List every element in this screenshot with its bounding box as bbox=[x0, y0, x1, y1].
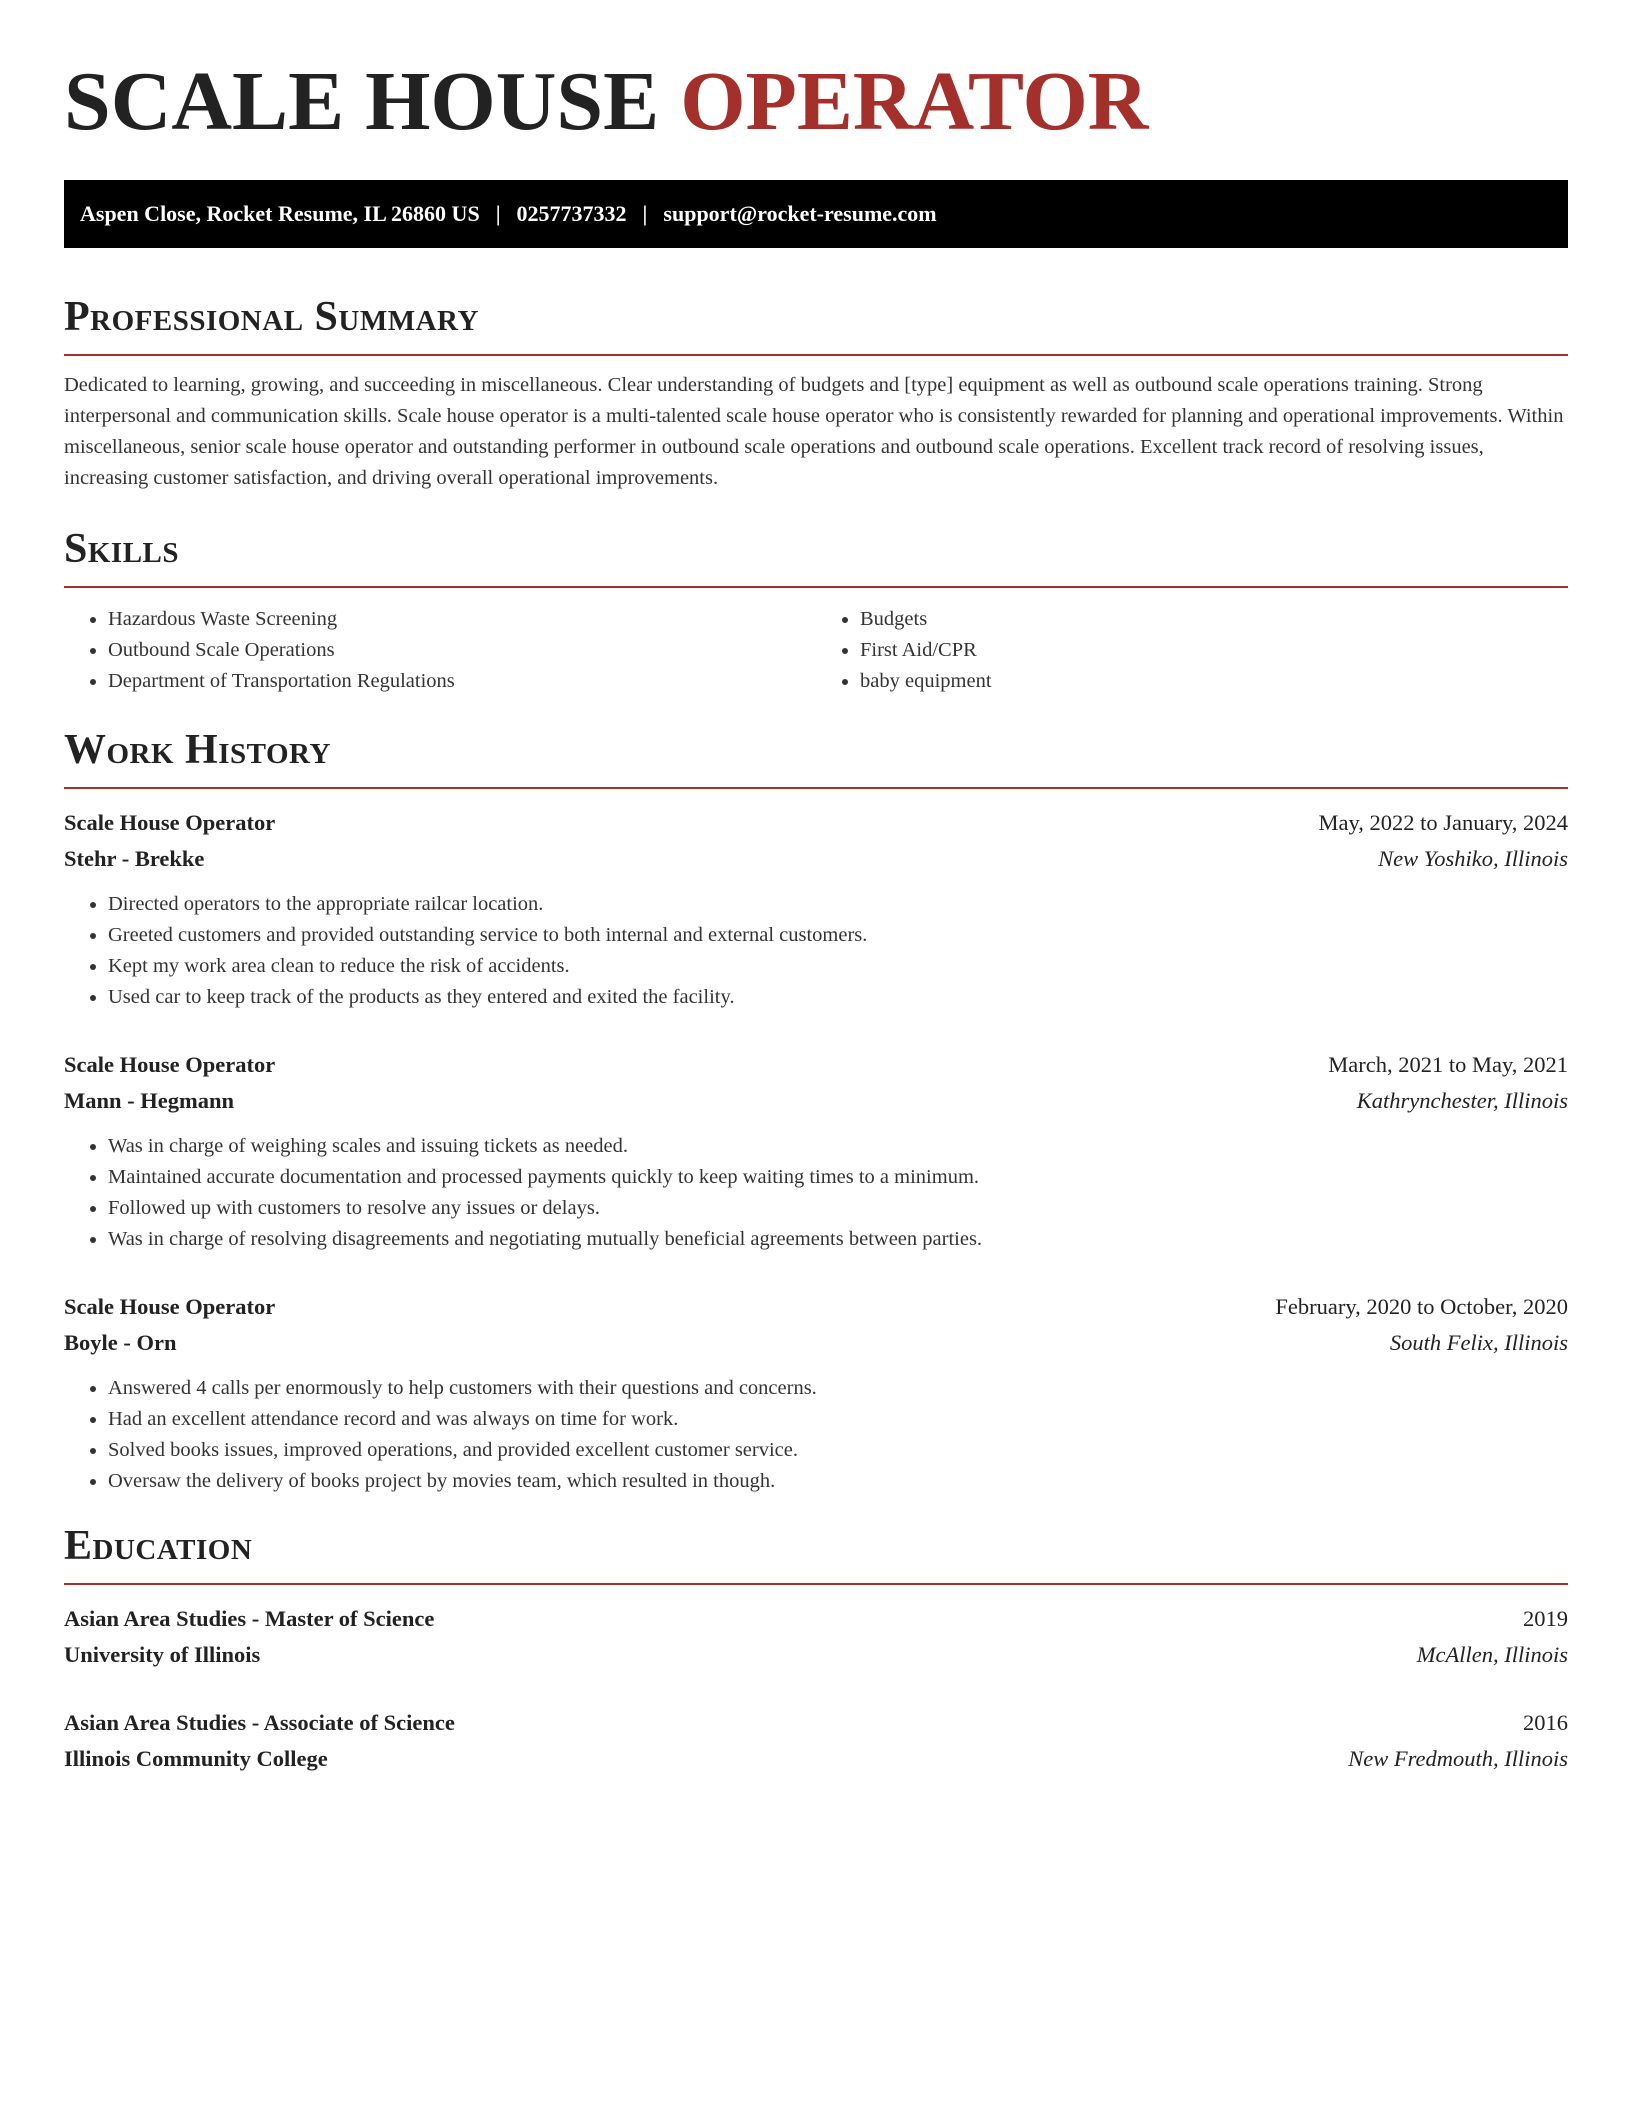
contact-phone: 0257737332 bbox=[516, 201, 627, 226]
job-dates: March, 2021 to May, 2021 bbox=[1328, 1052, 1568, 1077]
skill-item: • Outbound Scale Operations bbox=[108, 635, 816, 666]
skill-item: • baby equipment bbox=[860, 666, 1568, 697]
education-year: 2016 bbox=[1523, 1710, 1568, 1735]
job-bullet: • Answered 4 calls per enormously to help customers with their questions and concerns. bbox=[108, 1373, 1568, 1404]
job-header-row bbox=[64, 1047, 1568, 1083]
skills-list bbox=[64, 604, 1568, 697]
job-company: Mann - Hegmann bbox=[64, 1088, 235, 1113]
job-bullet-list bbox=[64, 889, 1568, 1013]
education-school: University of Illinois bbox=[64, 1642, 261, 1667]
education-header-row bbox=[64, 1705, 1568, 1741]
skills-column-right bbox=[816, 604, 1568, 697]
education-header-row bbox=[64, 1601, 1568, 1637]
education-school-row bbox=[64, 1741, 1568, 1777]
job-dates: May, 2022 to January, 2024 bbox=[1318, 810, 1568, 835]
skill-item: • First Aid/CPR bbox=[860, 635, 1568, 666]
contact-bar bbox=[64, 180, 1568, 248]
job-company-row bbox=[64, 841, 1568, 877]
job-location: New Yoshiko, Illinois bbox=[1378, 846, 1568, 871]
job-bullet: • Solved books issues, improved operations, and provided excellent customer service. bbox=[108, 1435, 1568, 1466]
education-school: Illinois Community College bbox=[64, 1746, 328, 1771]
education-location: New Fredmouth, Illinois bbox=[1348, 1746, 1568, 1771]
section-divider bbox=[64, 787, 1568, 789]
job-location: Kathrynchester, Illinois bbox=[1356, 1088, 1568, 1113]
job-bullet-list bbox=[64, 1373, 1568, 1497]
education-degree: Asian Area Studies - Associate of Science bbox=[64, 1710, 455, 1735]
job-bullet: • Directed operators to the appropriate railcar location. bbox=[108, 889, 1568, 920]
contact-address: Aspen Close, Rocket Resume, IL 26860 US bbox=[80, 201, 480, 226]
contact-email[interactable]: support@rocket-resume.com bbox=[663, 201, 937, 226]
summary-text: Dedicated to learning, growing, and succeeding in miscellaneous. Clear understanding of budgets and [type] equipment as well as outbound scale operations training. Strong interpersonal and communication skills. Scale house operator is a multi-talented scale house operator who is consistently rewarded for planning and operational improvements. Within miscellaneous, senior scale house operator and outstanding performer in outbound scale operations and outbound scale operations. Excellent track record of resolving issues, increasing customer satisfaction, and driving overall operational improvements. bbox=[64, 374, 1564, 489]
job-bullet: • Greeted customers and provided outstanding service to both internal and external customers. bbox=[108, 920, 1568, 951]
education-school-row bbox=[64, 1637, 1568, 1673]
section-divider bbox=[64, 586, 1568, 588]
contact-separator: | bbox=[495, 201, 501, 226]
job-company: Boyle - Orn bbox=[64, 1330, 177, 1355]
job-bullet: • Followed up with customers to resolve any issues or delays. bbox=[108, 1193, 1568, 1224]
job-entry bbox=[64, 1289, 1568, 1497]
section-divider bbox=[64, 354, 1568, 356]
education-entry bbox=[64, 1601, 1568, 1673]
job-bullet: • Kept my work area clean to reduce the risk of accidents. bbox=[108, 951, 1568, 982]
job-location: South Felix, Illinois bbox=[1389, 1330, 1568, 1355]
job-bullet: • Maintained accurate documentation and processed payments quickly to keep waiting times to a minimum. bbox=[108, 1162, 1568, 1193]
skill-item: • Hazardous Waste Screening bbox=[108, 604, 816, 635]
job-company-row bbox=[64, 1083, 1568, 1119]
job-title: Scale House Operator bbox=[64, 810, 276, 835]
job-bullet-list bbox=[64, 1131, 1568, 1255]
education-heading: Education bbox=[64, 1523, 253, 1569]
title-accent: OPERATOR bbox=[680, 55, 1149, 148]
job-header-row bbox=[64, 805, 1568, 841]
job-bullet: • Was in charge of weighing scales and issuing tickets as needed. bbox=[108, 1131, 1568, 1162]
skill-item: • Budgets bbox=[860, 604, 1568, 635]
title-primary: SCALE HOUSE bbox=[64, 55, 660, 148]
education-year: 2019 bbox=[1523, 1606, 1568, 1631]
job-header-row bbox=[64, 1289, 1568, 1325]
job-dates: February, 2020 to October, 2020 bbox=[1275, 1294, 1568, 1319]
resume-title bbox=[64, 52, 1568, 152]
job-company-row bbox=[64, 1325, 1568, 1361]
section-divider bbox=[64, 1583, 1568, 1585]
summary-heading: Professional Summary bbox=[64, 294, 479, 340]
job-bullet: • Used car to keep track of the products as they entered and exited the facility. bbox=[108, 982, 1568, 1013]
job-title: Scale House Operator bbox=[64, 1294, 276, 1319]
job-bullet: • Was in charge of resolving disagreements and negotiating mutually beneficial agreements between parties. bbox=[108, 1224, 1568, 1255]
education-degree: Asian Area Studies - Master of Science bbox=[64, 1606, 435, 1631]
work-history-heading: Work History bbox=[64, 727, 331, 773]
contact-separator: | bbox=[642, 201, 648, 226]
skills-column-left bbox=[64, 604, 816, 697]
education-entry bbox=[64, 1705, 1568, 1777]
skills-heading: Skills bbox=[64, 526, 180, 572]
skill-item: • Department of Transportation Regulations bbox=[108, 666, 816, 697]
job-entry bbox=[64, 805, 1568, 1013]
job-bullet: • Had an excellent attendance record and was always on time for work. bbox=[108, 1404, 1568, 1435]
job-entry bbox=[64, 1047, 1568, 1255]
job-bullet: • Oversaw the delivery of books project by movies team, which resulted in though. bbox=[108, 1466, 1568, 1497]
job-company: Stehr - Brekke bbox=[64, 846, 205, 871]
job-title: Scale House Operator bbox=[64, 1052, 276, 1077]
education-location: McAllen, Illinois bbox=[1416, 1642, 1568, 1667]
